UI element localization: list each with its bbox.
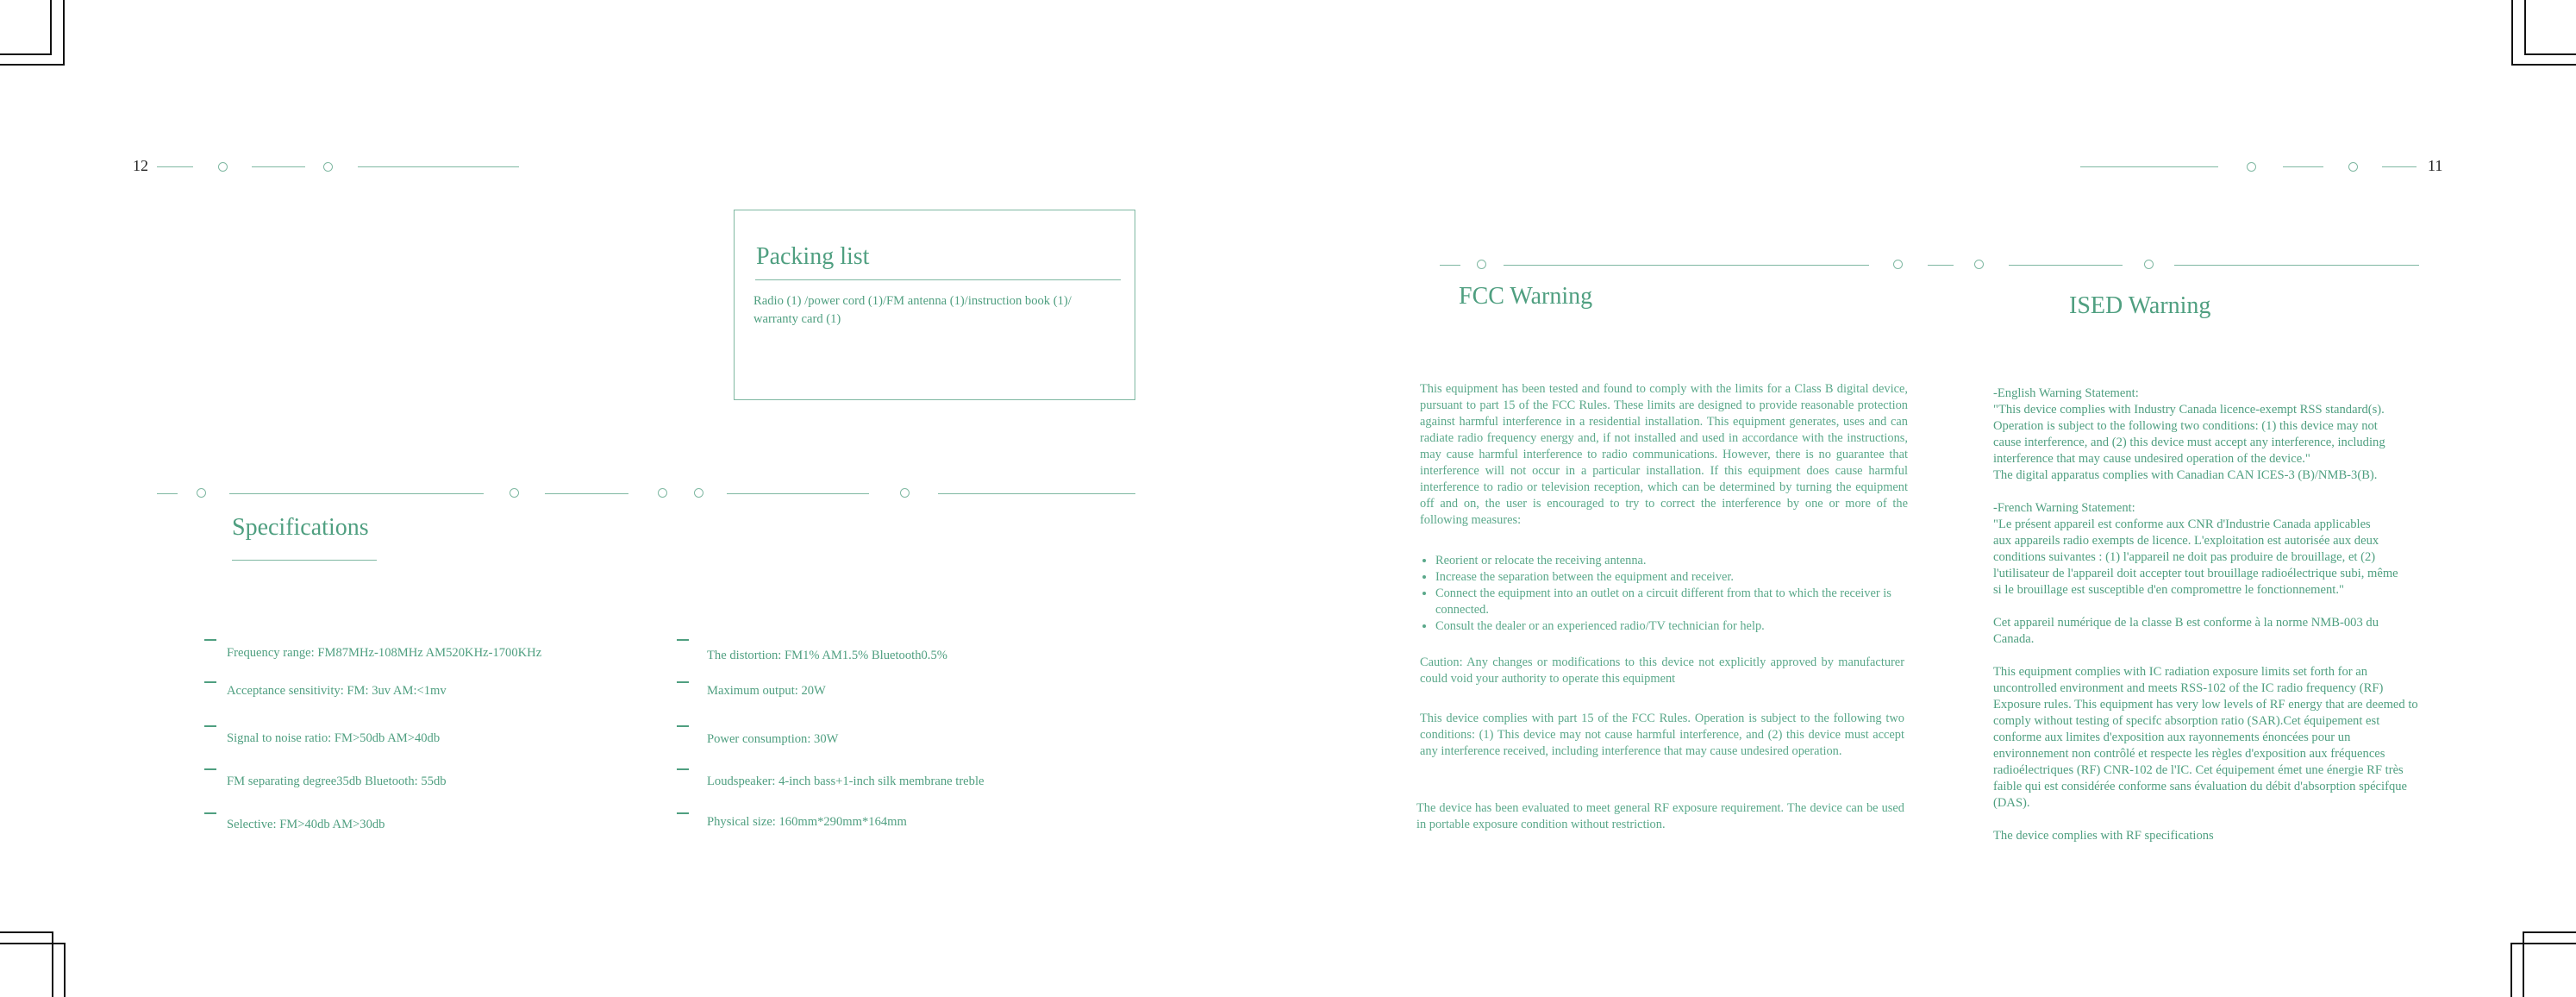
ised-french-line: si le brouillage est susceptible d'en compromettre le fonctionnement."	[1993, 583, 2344, 597]
fcc-measures-list	[1420, 553, 1908, 635]
fcc-rf-exposure-paragraph: The device has been evaluated to meet general RF exposure requirement. The device can be used in portable exposure condition without restriction.	[1416, 801, 1904, 831]
ised-class-b-line: Canada.	[1993, 632, 2035, 646]
ised-english-heading: -English Warning Statement:	[1993, 386, 2139, 400]
ised-exposure-line: environnement non contrôlé et respecte les règles d'exposition aux fréquences	[1993, 747, 2385, 761]
specifications-title: Specifications	[232, 514, 369, 541]
spec-selective: Selective: FM>40db AM>30db	[227, 818, 385, 831]
fcc-measure-item: • Connect the equipment into an outlet on a circuit different from that to which the receiver is connected.	[1435, 586, 1908, 618]
fcc-warning-title: FCC Warning	[1459, 283, 1593, 310]
spec-maximum-output: Maximum output: 20W	[707, 684, 826, 698]
fcc-part15-paragraph: This device complies with part 15 of the FCC Rules. Operation is subject to the following two conditions: (1) This device may not cause harmful interference, and (2) this device must accept any interference received, including interference that may cause undesired operation.	[1420, 712, 1904, 758]
ised-french-line: conditions suivantes : (1) l'appareil ne doit pas produire de brouillage, et (2)	[1993, 550, 2376, 564]
spec-distortion: The distortion: FM1% AM1.5% Bluetooth0.5%	[707, 649, 947, 662]
fcc-intro-paragraph: This equipment has been tested and found to comply with the limits for a Class B digital device, pursuant to part 15 of the FCC Rules. These limits are designed to provide reasonable protection against harmful interference in a residential installation. This equipment generates, uses and can radiate radio frequency energy and, if not installed and used in accordance with the instructions, may cause harmful interference to radio communications. However, there is no guarantee that interference will not occur in a particular installation. If this equipment does cause harmful interference to radio or television reception, which can be determined by turning the equipment off and on, the user is encouraged to try to correct the interference by one or more of the following measures:	[1420, 382, 1908, 527]
ised-exposure-line: radioélectriques (RF) CNR-102 de l'IC. Cet équipement émet une énergie RF très	[1993, 763, 2404, 777]
spec-physical-size: Physical size: 160mm*290mm*164mm	[707, 815, 907, 829]
ised-exposure-line: uncontrolled environment and meets RSS-102 of the IC radio frequency (RF)	[1993, 681, 2384, 695]
packing-list-items-continued: warranty card (1)	[753, 312, 841, 326]
ised-english-line: "This device complies with Industry Canada licence-exempt RSS standard(s).	[1993, 403, 2385, 417]
ised-exposure-line: (DAS).	[1993, 796, 2030, 810]
page-number-left: 12	[133, 157, 148, 174]
spec-acceptance-sensitivity: Acceptance sensitivity: FM: 3uv AM:<1mv	[227, 684, 447, 698]
ised-french-heading: -French Warning Statement:	[1993, 501, 2135, 515]
ised-class-b-line: Cet appareil numérique de la classe B est conforme à la norme NMB-003 du	[1993, 616, 2379, 630]
ised-exposure-line: comply without testing of specifc absorption ratio (SAR).Cet équipement est	[1993, 714, 2380, 728]
page-number-right: 11	[2428, 157, 2443, 174]
ised-english-line: cause interference, and (2) this device must accept any interference, including	[1993, 436, 2385, 449]
ised-english-line: The digital apparatus complies with Canadian CAN ICES-3 (B)/NMB-3(B).	[1993, 468, 2378, 482]
fcc-measure-item: • Consult the dealer or an experienced radio/TV technician for help.	[1435, 618, 1908, 635]
ised-french-line: l'utilisateur de l'appareil doit accepter tout brouillage radioélectrique subi, même	[1993, 567, 2398, 580]
packing-list-title: Packing list	[756, 243, 870, 270]
spec-frequency-range: Frequency range: FM87MHz-108MHz AM520KHz-1700KHz	[227, 646, 542, 660]
spec-power-consumption: Power consumption: 30W	[707, 732, 839, 746]
packing-list-items: Radio (1) /power cord (1)/FM antenna (1)/instruction book (1)/	[753, 294, 1072, 308]
ised-exposure-line: Exposure rules. This equipment has very low levels of RF energy that are deemed to	[1993, 698, 2418, 712]
packing-list-underline	[755, 279, 1121, 280]
ised-english-line: Operation is subject to the following two conditions: (1) this device may not	[1993, 419, 2378, 433]
ised-warning-title: ISED Warning	[2069, 292, 2211, 319]
ised-exposure-line: This equipment complies with IC radiation exposure limits set forth for an	[1993, 665, 2368, 679]
ised-french-line: aux appareils radio exempts de licence. L'exploitation est autorisée aux deux	[1993, 534, 2379, 548]
fcc-caution-paragraph: Caution: Any changes or modifications to this device not explicitly approved by manufacturer could void your authority to operate this equipment	[1420, 655, 1904, 686]
ised-french-line: "Le présent appareil est conforme aux CNR d'Industrie Canada applicables	[1993, 517, 2371, 531]
spec-loudspeaker: Loudspeaker: 4-inch bass+1-inch silk membrane treble	[707, 774, 985, 788]
ised-exposure-line: faible qui est considérée conforme sans évaluation du débit d'absorption spécifque	[1993, 780, 2408, 793]
spec-fm-separating-degree: FM separating degree35db Bluetooth: 55db	[227, 774, 447, 788]
fcc-measure-item: • Increase the separation between the equipment and receiver.	[1435, 569, 1908, 586]
spec-signal-noise-ratio: Signal to noise ratio: FM>50db AM>40db	[227, 731, 441, 745]
ised-exposure-line: conforme aux limites d'exposition aux rayonnements énoncées pour un	[1993, 731, 2351, 744]
ised-rf-specifications-note: The device complies with RF specifications	[1993, 829, 2214, 843]
specifications-underline	[232, 560, 377, 561]
fcc-measure-item: • Reorient or relocate the receiving antenna.	[1435, 553, 1908, 569]
ised-english-line: interference that may cause undesired operation of the device."	[1993, 452, 2310, 466]
